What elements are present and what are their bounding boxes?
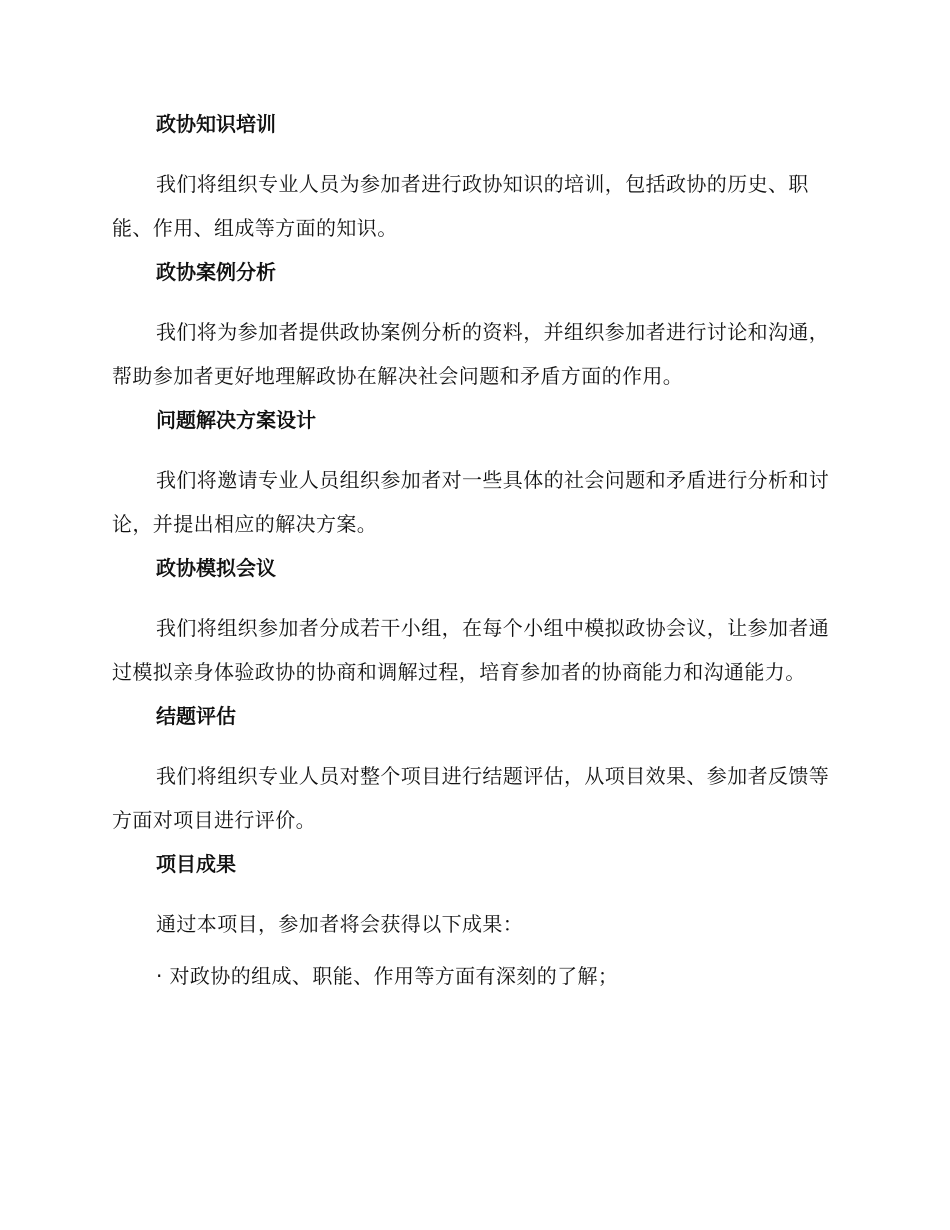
- section-heading-mock-meeting: 政协模拟会议: [156, 556, 276, 580]
- document-page: [112, 110, 832, 998]
- section-heading-outcomes: 项目成果: [156, 852, 236, 876]
- section-heading-training: 政协知识培训: [156, 112, 276, 136]
- list-item: · 对政协的组成、职能、作用等方面有深刻的了解；: [156, 964, 619, 988]
- section-body-solution-design: 我们将邀请专业人员组织参加者对一些具体的社会问题和矛盾进行分析和讨论，并提出相应的解决方案。: [112, 468, 830, 536]
- section-body-training: 我们将组织专业人员为参加者进行政协知识的培训，包括政协的历史、职能、作用、组成等方面的知识。: [112, 172, 809, 240]
- section-body-case-analysis: 我们将为参加者提供政协案例分析的资料，并组织参加者进行讨论和沟通，帮助参加者更好地理解政协在解决社会问题和矛盾方面的作用。: [112, 320, 830, 388]
- section-heading-evaluation: 结题评估: [156, 704, 236, 728]
- section-body-outcomes: 通过本项目，参加者将会获得以下成果：: [156, 912, 524, 936]
- section-heading-case-analysis: 政协案例分析: [156, 260, 276, 284]
- section-body-evaluation: 我们将组织专业人员对整个项目进行结题评估，从项目效果、参加者反馈等方面对项目进行评价。: [112, 764, 830, 832]
- section-body-mock-meeting: 我们将组织参加者分成若干小组，在每个小组中模拟政协会议，让参加者通过模拟亲身体验政协的协商和调解过程，培育参加者的协商能力和沟通能力。: [112, 616, 830, 684]
- section-heading-solution-design: 问题解决方案设计: [156, 408, 316, 432]
